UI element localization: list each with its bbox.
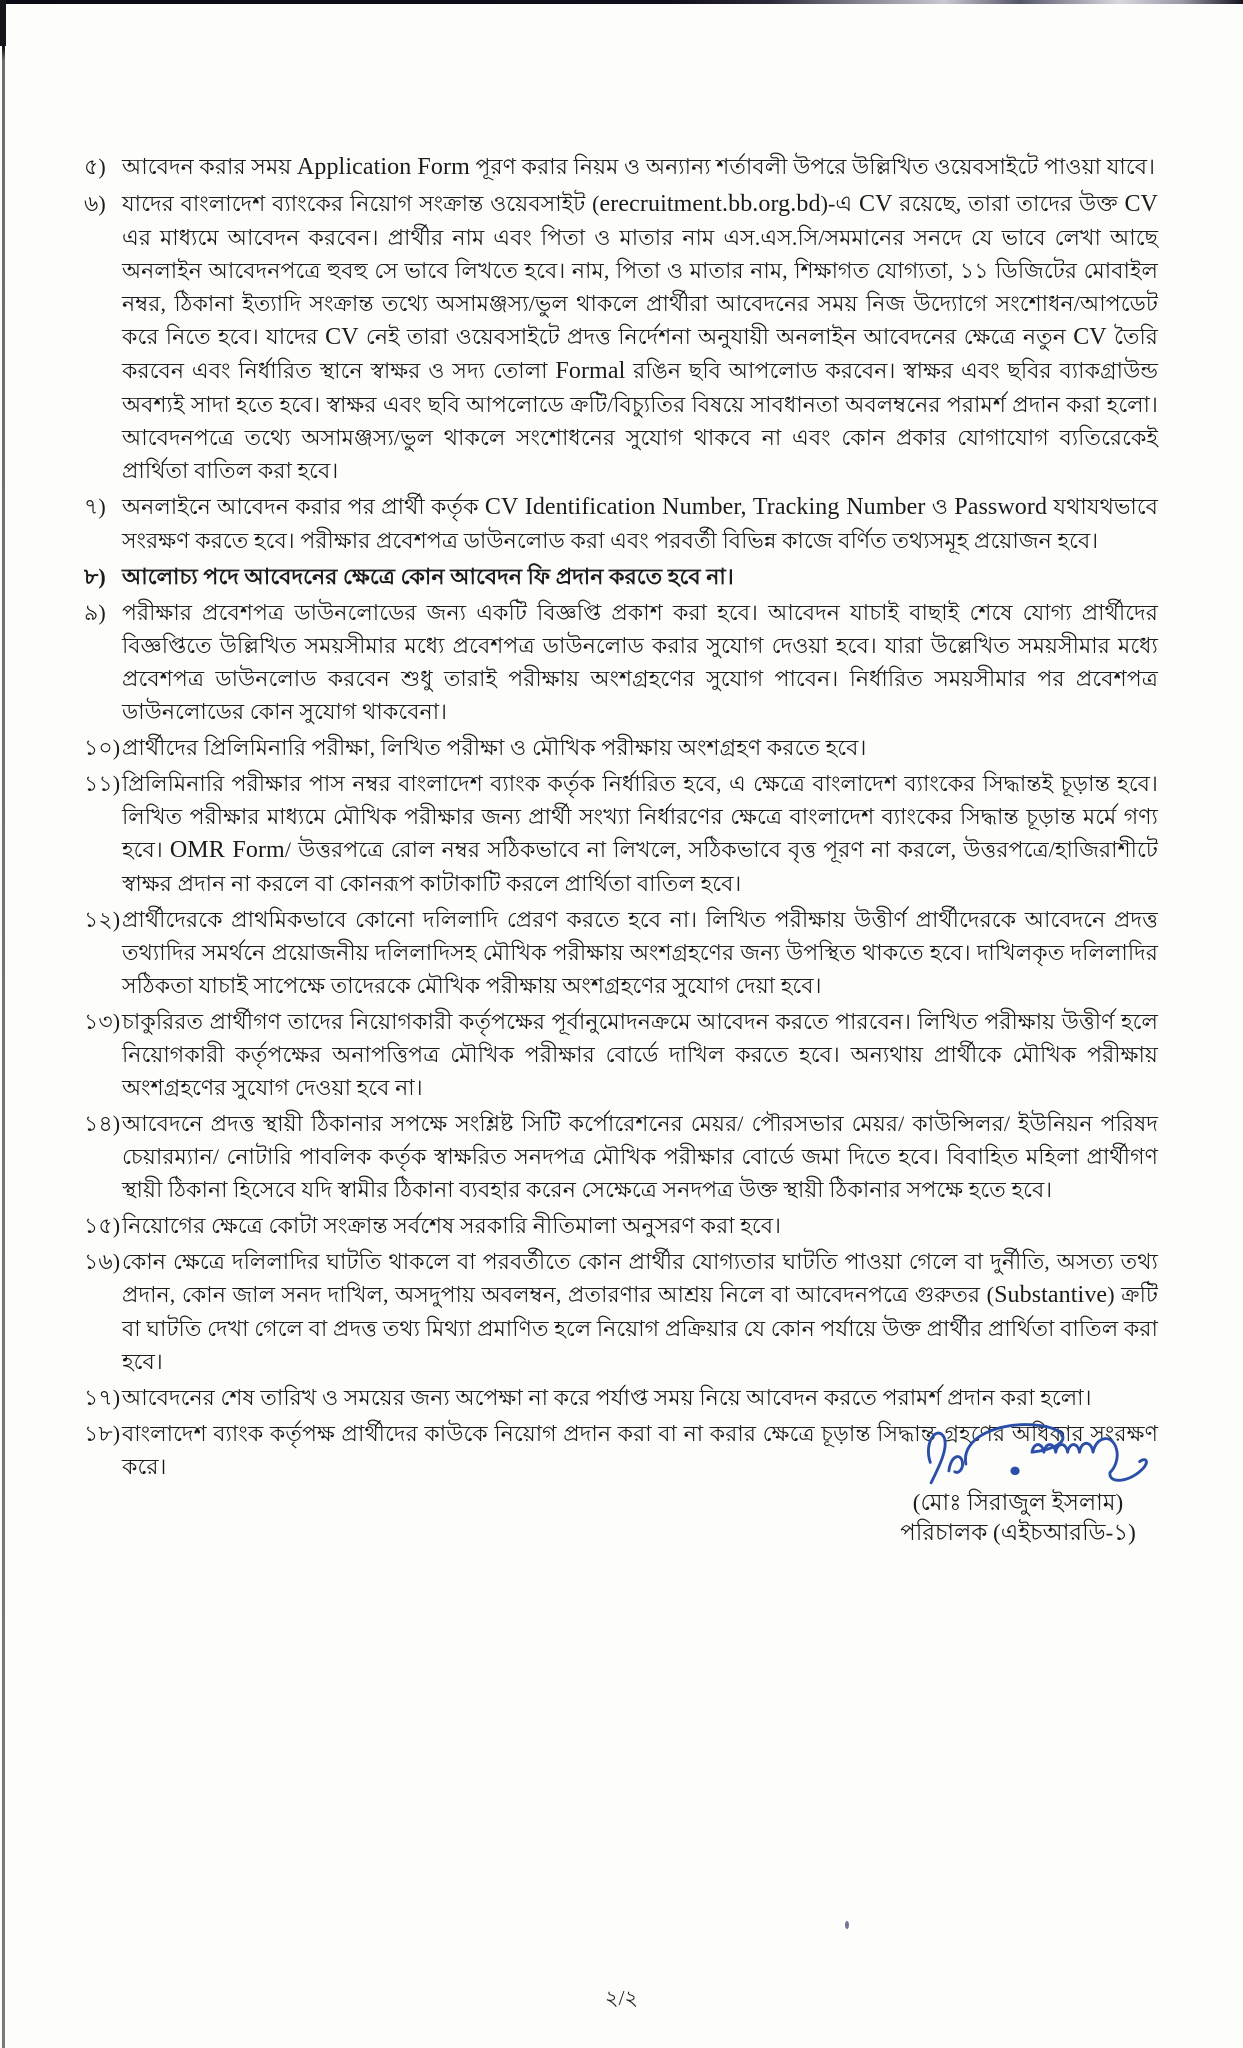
item-text: প্রার্থীদেরকে প্রাথমিকভাবে কোনো দলিলাদি প্রেরণ করতে হবে না। লিখিত পরীক্ষায় উত্তীর্ণ প্রার্থীদেরকে আবেদনে প্রদত্ত তথ্যাদির সমর্থনে প্রয়োজনীয় দলিলাদিসহ মৌখিক পরীক্ষায় অংশগ্রহণের জন্য উপস্থিত থাকতে হবে। দাখিলকৃত দলিলাদির সঠিকতা যাচাই সাপেক্ষে তাদেরকে মৌখিক পরীক্ষায় অংশগ্রহণের সুযোগ দেয়া হবে। xyxy=(122,907,1158,998)
list-item xyxy=(84,1245,1158,1378)
item-number: ৭) xyxy=(84,494,106,519)
item-text: আবেদন করার সময় Application Form পূরণ করার নিয়ম ও অন্যান্য শর্তাবলী উপরে উল্লিখিত ওয়েবসাইটে পাওয়া যাবে। xyxy=(122,154,1156,180)
item-number: ১৫) xyxy=(84,1213,121,1238)
list-item xyxy=(84,1209,1158,1242)
list-item xyxy=(84,560,1158,593)
item-number: ১৩) xyxy=(84,1009,121,1034)
list-item xyxy=(84,731,1158,764)
item-text: পরীক্ষার প্রবেশপত্র ডাউনলোডের জন্য একটি বিজ্ঞপ্তি প্রকাশ করা হবে। আবেদন যাচাই বাছাই শেষে যোগ্য প্রার্থীদের বিজ্ঞপ্তিতে উল্লিখিত সময়সীমার মধ্যে প্রবেশপত্র ডাউনলোড করার সুযোগ দেওয়া হবে। যারা উল্লেখিত সময়সীমার মধ্যে প্রবেশপত্র ডাউনলোড করবেন শুধু তারাই পরীক্ষায় অংশগ্রহণের সুযোগ পাবেন। নির্ধারিত সময়সীমার পর প্রবেশপত্র ডাউনলোডের কোন সুযোগ থাকবেনা। xyxy=(122,600,1158,724)
item-text: বাংলাদেশ ব্যাংক কর্তৃপক্ষ প্রার্থীদের কাউকে নিয়োগ প্রদান করা বা না করার ক্ষেত্রে চূড়ান্ত সিদ্ধান্ত গ্রহণের অধিকার সংরক্ষণ করে। xyxy=(122,1421,1158,1479)
item-number: ১১) xyxy=(84,771,121,796)
list-item xyxy=(84,1005,1158,1104)
ink-dot-artifact xyxy=(845,1921,849,1929)
signature-block xyxy=(868,1420,1168,1548)
list-item xyxy=(84,767,1158,900)
item-number: ৬) xyxy=(84,191,106,216)
item-number: ৮) xyxy=(84,564,106,589)
item-number: ১২) xyxy=(84,907,121,932)
signatory-title: পরিচালক (এইচআরডি-১) xyxy=(900,1520,1136,1545)
notice-list xyxy=(84,150,1158,1486)
item-text: প্রিলিমিনারি পরীক্ষার পাস নম্বর বাংলাদেশ ব্যাংক কর্তৃক নির্ধারিত হবে, এ ক্ষেত্রে বাংলাদেশ ব্যাংকের সিদ্ধান্তই চূড়ান্ত হবে। লিখিত পরীক্ষার মাধ্যমে মৌখিক পরীক্ষার জন্য প্রার্থী সংখ্যা নির্ধারণের ক্ষেত্রে বাংলাদেশ ব্যাংকের সিদ্ধান্ত চূড়ান্ত মর্মে গণ্য হবে। OMR Form/ উত্তরপত্রে রোল নম্বর সঠিকভাবে না লিখলে, সঠিকভাবে বৃত্ত পূরণ না করলে, উত্তরপত্রে/হাজিরাশীটে স্বাক্ষর প্রদান না করলে বা কোনরূপ কাটাকাটি করলে প্রার্থিতা বাতিল হবে। xyxy=(122,771,1158,896)
list-item xyxy=(84,1381,1158,1414)
item-text: চাকুরিরত প্রার্থীগণ তাদের নিয়োগকারী কর্তৃপক্ষের পূর্বানুমোদনক্রমে আবেদন করতে পারবেন। লিখিত পরীক্ষায় উত্তীর্ণ হলে নিয়োগকারী কর্তৃপক্ষের অনাপত্তিপত্র মৌখিক পরীক্ষার বোর্ডে দাখিল করতে হবে। অন্যথায় প্রার্থীকে মৌখিক পরীক্ষায় অংশগ্রহণের সুযোগ দেওয়া হবে না। xyxy=(122,1009,1158,1100)
page-number: ২/২ xyxy=(604,1986,639,2010)
item-text: যাদের বাংলাদেশ ব্যাংকের নিয়োগ সংক্রান্ত ওয়েবসাইট (erecruitment.bb.org.bd)-এ CV রয়েছে, তারা তাদের উক্ত CV এর মাধ্যমে আবেদন করবেন। প্রার্থীর নাম এবং পিতা ও মাতার নাম এস.এস.সি/সমমানের সনদে যে ভাবে লেখা আছে অনলাইন আবেদনপত্রে হুবহু সে ভাবে লিখতে হবে। নাম, পিতা ও মাতার নাম, শিক্ষাগত যোগ্যতা, ১১ ডিজিটের মোবাইল নম্বর, ঠিকানা ইত্যাদি সংক্রান্ত তথ্যে অসামঞ্জস্য/ভুল থাকলে প্রার্থীরা আবেদনের সময় নিজ উদ্যোগে সংশোধন/আপডেট করে নিতে হবে। যাদের CV নেই তারা ওয়েবসাইটে প্রদত্ত নির্দেশনা অনুযায়ী অনলাইন আবেদনের ক্ষেত্রে নতুন CV তৈরি করবেন এবং নির্ধারিত স্থানে স্বাক্ষর ও সদ্য তোলা Formal রঙিন ছবি আপলোড করবেন। স্বাক্ষর এবং ছবির ব্যাকগ্রাউন্ড অবশ্যই সাদা হতে হবে। স্বাক্ষর এবং ছবি আপলোডে ক্রটি/বিচ্যুতির বিষয়ে সাবধানতা অবলম্বনের পরামর্শ প্রদান করা হলো। আবেদনপত্রে তথ্যে অসামঞ্জস্য/ভুল থাকলে সংশোধনের সুযোগ থাকবে না এবং কোন প্রকার যোগাযোগ ব্যতিরেকেই প্রার্থিতা বাতিল করা হবে। xyxy=(122,191,1158,483)
item-number: ১৮) xyxy=(84,1421,121,1446)
item-number: ১০) xyxy=(84,735,121,760)
scan-artifact-top-edge xyxy=(0,0,1243,4)
item-text: কোন ক্ষেত্রে দলিলাদির ঘাটতি থাকলে বা পরবর্তীতে কোন প্রার্থীর যোগ্যতার ঘাটতি পাওয়া গেলে বা দুর্নীতি, অসত্য তথ্য প্রদান, কোন জাল সনদ দাখিল, অসদুপায় অবলম্বন, প্রতারণার আশ্রয় নিলে বা আবেদনপত্রে গুরুতর (Substantive) ক্রটি বা ঘাটতি দেখা গেলে বা প্রদত্ত তথ্য মিথ্যা প্রমাণিত হলে নিয়োগ প্রক্রিয়ার যে কোন পর্যায়ে উক্ত প্রার্থীর প্রার্থিতা বাতিল করা হবে। xyxy=(122,1249,1159,1374)
list-item xyxy=(84,187,1158,487)
item-text: আবেদনের শেষ তারিখ ও সময়ের জন্য অপেক্ষা না করে পর্যাপ্ত সময় নিয়ে আবেদন করতে পরামর্শ প্রদান করা হলো। xyxy=(122,1385,1092,1410)
list-item xyxy=(84,150,1158,184)
list-item xyxy=(84,1107,1158,1206)
item-text: অনলাইনে আবেদন করার পর প্রার্থী কর্তৃক CV Identification Number, Tracking Number ও Password যথাযথভাবে সংরক্ষণ করতে হবে। পরীক্ষার প্রবেশপত্র ডাউনলোড করা এবং পরবর্তী বিভিন্ন কাজে বর্ণিত তথ্যসমূহ প্রয়োজন হবে। xyxy=(122,494,1159,553)
scan-artifact-left-edge xyxy=(2,0,5,2048)
scan-artifact-left-corner xyxy=(0,0,6,46)
signatory-name: (মোঃ সিরাজুল ইসলাম) xyxy=(912,1490,1124,1515)
item-number: ৫) xyxy=(84,154,106,179)
item-number: ১৬) xyxy=(84,1249,121,1274)
item-number: ১৭) xyxy=(84,1385,121,1410)
item-text: প্রার্থীদের প্রিলিমিনারি পরীক্ষা, লিখিত পরীক্ষা ও মৌখিক পরীক্ষায় অংশগ্রহণ করতে হবে। xyxy=(122,735,867,760)
signature-ink-icon xyxy=(896,1420,1168,1498)
item-text: নিয়োগের ক্ষেত্রে কোটা সংক্রান্ত সর্বশেষ সরকারি নীতিমালা অনুসরণ করা হবে। xyxy=(122,1213,782,1238)
item-number: ৯) xyxy=(84,600,106,625)
item-text: আলোচ্য পদে আবেদনের ক্ষেত্রে কোন আবেদন ফি প্রদান করতে হবে না। xyxy=(122,564,734,589)
list-item xyxy=(84,596,1158,728)
item-text: আবেদনে প্রদত্ত স্থায়ী ঠিকানার সপক্ষে সংশ্লিষ্ট সিটি কর্পোরেশনের মেয়র/ পৌরসভার মেয়র/ কাউন্সিলর/ ইউনিয়ন পরিষদ চেয়ারম্যান/ নোটারি পাবলিক কর্তৃক স্বাক্ষরিত সনদপত্র মৌখিক পরীক্ষার বোর্ডে জমা দিতে হবে। বিবাহিত মহিলা প্রার্থীগণ স্থায়ী ঠিকানা হিসেবে যদি স্বামীর ঠিকানা ব্যবহার করেন সেক্ষেত্রে সনদপত্র উক্ত স্থায়ী ঠিকানার সপক্ষে হতে হবে। xyxy=(122,1111,1158,1202)
list-item xyxy=(84,490,1158,557)
item-number: ১৪) xyxy=(84,1111,121,1136)
list-item xyxy=(84,903,1158,1002)
